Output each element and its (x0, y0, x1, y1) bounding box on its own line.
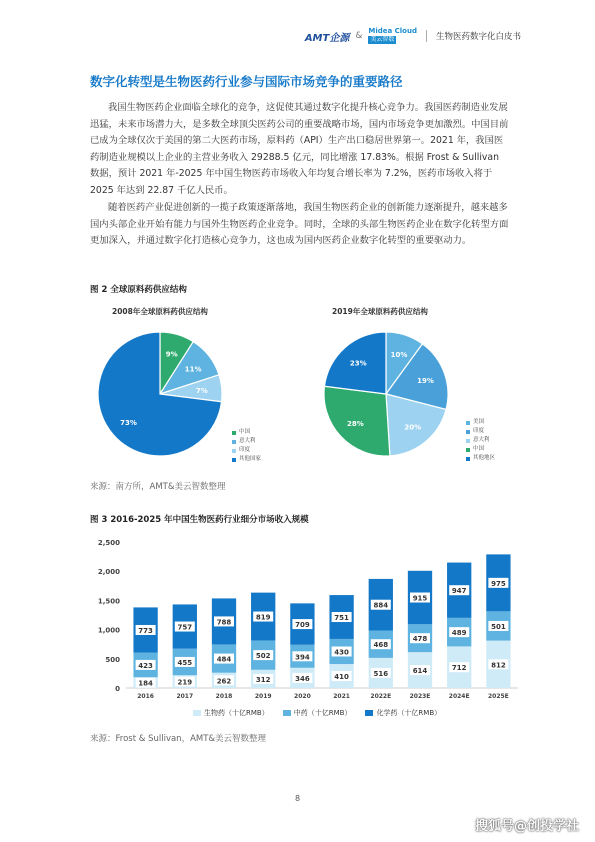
y-tick-label-0: 0 (115, 685, 120, 693)
bar-value-label-2025E-1: 501 (491, 622, 506, 631)
logo-ampersand: & (355, 31, 363, 41)
x-tick-label-5: 2021 (333, 693, 350, 700)
bar-value-label-2023E-1: 478 (412, 635, 428, 644)
bar-value-label-2022E-0: 516 (373, 669, 389, 678)
paragraph-2: 随着医药产业促进创新的一揽子政策逐渐落地，我国生物医药企业的创新能力逐渐提升，越来越多国内头部企业开始有能力与国外生物医药企业竞争。同时，全球的头部生物医药企业在数字化转型方面更加深入，并通过数字化打造核心竞争力，这也成为国内医药企业数字化转型的重要驱动力。 (90, 202, 509, 246)
bar-value-label-2023E-0: 614 (412, 667, 428, 676)
bar-value-label-2025E-0: 812 (491, 661, 506, 670)
pie-2019-legend-label-1: 印度 (473, 428, 485, 434)
bar-value-label-2022E-2: 884 (373, 601, 389, 610)
bar-value-label-2023E-2: 915 (412, 594, 428, 603)
x-tick-label-3: 2019 (254, 693, 272, 700)
pie-2019-title: 2019年全球原料药供应结构 (332, 307, 428, 316)
bar-value-label-2024E-0: 712 (451, 664, 467, 673)
y-tick-label-5: 2,500 (97, 539, 120, 547)
x-tick-label-4: 2020 (294, 693, 311, 700)
pie-2019-legend-item-2 (466, 436, 495, 445)
bar-legend-item-0 (193, 708, 269, 718)
pie-2019-legend (466, 418, 495, 463)
pie-2008-legend-item-1 (232, 437, 261, 446)
pie-2019-legend-item-1 (466, 427, 495, 436)
pie-2019-legend-item-0 (466, 418, 495, 427)
pie-2019-slice-label-0: 10% (390, 351, 408, 360)
bar-value-label-2020-1: 394 (295, 653, 310, 662)
page-header (305, 28, 521, 44)
figure-2-title: 图 2 全球原料药供应结构 (90, 285, 187, 295)
pie-2008-slice-label-1: 11% (184, 365, 202, 374)
pie-2008-legend-item-0 (232, 428, 261, 437)
bar-legend-swatch-2 (365, 710, 373, 716)
pie-2008-title: 2008年全球原料药供应结构 (112, 307, 208, 316)
pie-2008-legend-swatch-2 (232, 449, 236, 453)
bar-legend-label-1: 中药（十亿RMB） (293, 709, 352, 717)
bar-value-label-2021-0: 410 (334, 673, 349, 682)
bar-value-label-2020-0: 346 (295, 674, 310, 683)
x-tick-label-7: 2023E (409, 693, 431, 700)
pie-2008-legend-label-3: 其他国家 (239, 456, 262, 462)
pie-2008-legend (232, 428, 261, 464)
pie-2019-legend-label-4: 其他地区 (473, 455, 496, 461)
pie-2008-legend-label-1: 意大利 (239, 438, 256, 444)
pie-2019-legend-label-2: 意大利 (473, 437, 490, 443)
pie-2008-legend-item-3 (232, 455, 261, 464)
bar-value-label-2019-2: 819 (255, 613, 271, 622)
x-tick-label-2: 2018 (215, 693, 233, 700)
pie-2019-slice-label-4: 23% (349, 359, 367, 368)
pie-2019-slice-label-3: 28% (347, 419, 364, 428)
bar-legend-swatch-1 (283, 710, 291, 716)
bar-value-label-2017-0: 219 (177, 678, 193, 687)
pie-2019-legend-swatch-2 (466, 439, 470, 443)
bar-value-label-2018-1: 484 (216, 655, 232, 664)
pie-2008-legend-label-2: 印度 (239, 447, 251, 453)
bar-value-label-2021-1: 430 (334, 648, 349, 657)
pie-2019-legend-label-3: 中国 (473, 446, 485, 452)
header-divider (426, 30, 427, 42)
midea-logo-bottom: 美云智数 (370, 36, 395, 43)
bar-value-label-2024E-1: 489 (451, 629, 467, 638)
pie-2008-slice-label-0: 9% (165, 350, 178, 359)
watermark: 搜狐号@创投学社 (474, 819, 579, 834)
pie-2008-slice-label-3: 73% (120, 418, 137, 427)
bar-legend-item-2 (365, 708, 441, 718)
midea-cloud-logo (368, 28, 417, 44)
bar-value-label-2019-1: 502 (255, 652, 271, 661)
x-tick-label-0: 2016 (137, 693, 154, 700)
bar-value-label-2024E-2: 947 (451, 587, 467, 596)
pie-chart-2019 (316, 318, 456, 470)
bar-legend-swatch-0 (193, 710, 201, 716)
bar-legend-label-0: 生物药（十亿RMB） (204, 709, 269, 717)
paragraph-1: 我国生物医药企业面临全球化的竞争，这促使其通过数字化提升核心竞争力。我国医药制造业发展迅猛，未来市场潜力大，是多数全球顶尖医药公司的重要战略市场，国内市场竞争更加激烈。中国目前已成为全球仅次于美国的第二大医药市场，原料药（API）生产出口稳居世界第一。2021 年，我国医药制造业规模以上企业的主营业务收入 29288.5 亿元，同比增涨 17.83%。根据 Frost & Sullivan 数据，预计 2021 年-2025 年中国生物医药市场收入年均复合增长率为 7.2%，医药市场收入将于 2025 年达到 22.87 千亿人民币。 (90, 102, 509, 196)
bar-value-label-2018-0: 262 (216, 677, 232, 686)
pie-2008-legend-item-2 (232, 446, 261, 455)
y-tick-label-3: 1,500 (97, 597, 120, 606)
pie-2019-legend-swatch-4 (466, 457, 470, 461)
pie-2008-legend-swatch-0 (232, 431, 236, 435)
pie-2019-slice-label-1: 19% (417, 376, 434, 385)
pie-2019-legend-swatch-3 (466, 448, 470, 452)
x-tick-label-8: 2024E (448, 693, 470, 700)
y-tick-label-1: 500 (105, 655, 120, 664)
bar-value-label-2018-2: 788 (216, 618, 232, 627)
x-tick-label-1: 2017 (176, 693, 194, 700)
bar-value-label-2025E-2: 975 (491, 579, 506, 588)
figure-3-source: 来源：Frost & Sullivan，AMT&美云智数整理 (90, 734, 267, 744)
y-tick-label-4: 2,000 (97, 568, 120, 577)
x-tick-label-9: 2025E (487, 693, 509, 700)
pie-2019-legend-item-3 (466, 445, 495, 454)
figure-3-title: 图 3 2016-2025 年中国生物医药行业细分市场收入规模 (90, 515, 309, 525)
pie-2008-slice-label-2: 7% (195, 387, 208, 396)
bar-legend-label-2: 化学药（十亿RMB） (376, 709, 442, 717)
midea-logo-top: Midea Cloud (368, 27, 417, 35)
bar-legend-item-1 (283, 708, 352, 718)
bar-value-label-2022E-1: 468 (373, 641, 389, 650)
pie-2008-legend-swatch-3 (232, 458, 236, 462)
stacked-bar-chart (90, 528, 530, 703)
bar-value-label-2016-0: 184 (138, 679, 153, 688)
x-tick-label-6: 2022E (370, 693, 392, 700)
pie-chart-2008 (90, 318, 230, 470)
pie-2019-legend-item-4 (466, 454, 495, 463)
pie-2019-legend-swatch-1 (466, 430, 470, 434)
pie-2019-legend-swatch-0 (466, 421, 470, 425)
section-title: 数字化转型是生物医药行业参与国际市场竞争的重要路径 (90, 74, 403, 89)
bar-chart-legend (193, 708, 441, 718)
bar-value-label-2021-2: 751 (334, 614, 349, 623)
y-tick-label-2: 1,000 (97, 626, 120, 635)
bar-value-label-2020-2: 709 (295, 621, 310, 630)
pie-2019-slice-label-2: 20% (404, 423, 422, 432)
pie-2019-legend-label-0: 美国 (473, 419, 485, 425)
bar-value-label-2016-1: 423 (138, 661, 153, 670)
page-number: 8 (294, 794, 301, 803)
pie-2008-legend-label-0: 中国 (239, 429, 251, 435)
figure-2-source: 来源：南方所，AMT&美云智数整理 (90, 482, 226, 492)
bar-value-label-2019-0: 312 (255, 675, 271, 684)
bar-value-label-2017-1: 455 (177, 658, 193, 667)
document-title: 生物医药数字化白皮书 (435, 32, 521, 42)
bar-value-label-2016-2: 773 (138, 626, 153, 635)
amt-logo: AMT企源 (304, 32, 350, 44)
bar-value-label-2017-2: 757 (177, 623, 193, 632)
pie-2008-legend-swatch-1 (232, 440, 236, 444)
